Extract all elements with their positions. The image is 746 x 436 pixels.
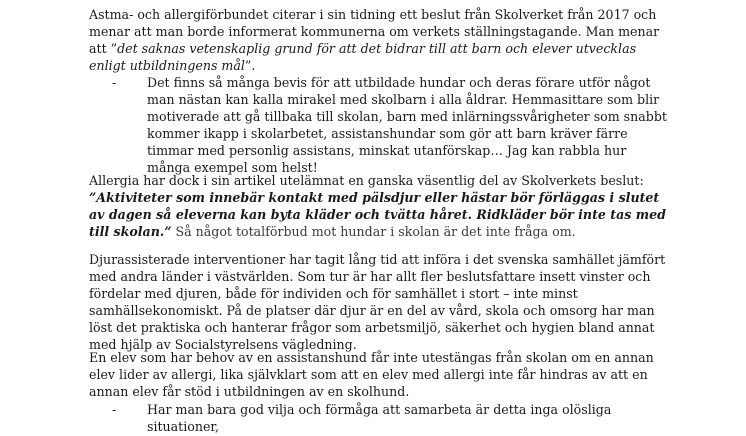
paragraph-skolverket-intro bbox=[89, 7, 669, 75]
allergia-tail-text: Så något totalförbud mot hundar i skolan är det inte fråga om. bbox=[171, 223, 576, 239]
intro-lead-text: Astma- och allergiförbundet citerar i sin tidning ett beslut från Skolverket från 2017 och menar att man borde informerat kommunerna om verkets ställningstagande. Man menar att ” bbox=[89, 7, 660, 56]
bullet-item-evidence bbox=[90, 75, 670, 176]
paragraph-animal-interventions: Djurassisterade interventioner har tagit lång tid att införa i det svenska samhället jämfört med andra länder i västvärlden. Som tur är har allt fler beslutsfattare insett vinster och fördelar med djuren, både för individen och för samhället i stort – inte minst samhällsekonomiskt. På de platser där djur är en del av vård, skola och omsorg har man löst det praktiska och hanterar frågor som arbetsmiljö, säkerhet och hygien bland annat med hjälp av Socialstyrelsens vägledning. bbox=[89, 252, 666, 352]
paragraph-assistance-dog-student: En elev som har behov av en assistanshund får inte utestängas från skolan om en annan elev lider av allergi, lika självklart som att en elev med allergi inte får hindras av att en annan elev får stöd i utbildningen av en skolhund. bbox=[89, 350, 654, 399]
intro-quote-text: det saknas vetenskaplig grund för att det bidrar till att barn och elever utvecklas enligt utbildningens mål bbox=[89, 40, 637, 73]
bullet-marker: - bbox=[112, 402, 117, 417]
bullet-marker: - bbox=[112, 75, 117, 90]
allergia-quote-text: ”Aktiviteter som innebär kontakt med pälsdjur eller hästar bör förläggas i slutet av dagen så eleverna kan byta kläder och tvätta håret. Ridkläder bör inte tas med till skolan.” bbox=[89, 189, 666, 239]
intro-tail-text: ”. bbox=[244, 57, 256, 73]
bullet-cooperation-text: Har man bara god vilja och förmåga att samarbeta är detta inga olösliga situationer, bbox=[147, 402, 612, 434]
paragraph-allergia bbox=[89, 173, 669, 241]
bullet-evidence-text: Det finns så många bevis för att utbildade hundar och deras förare utför något man nästan kan kalla mirakel med skolbarn i alla åldrar. Hemmasittare som blir motiverade att gå tillbaka till skolan, barn med inlärningssvårigheter som snabbt kommer ikapp i skolarbetet, assistanshundar som gör att barn kräver färre timmar med personlig assistans, minskat utanförskap… Jag kan rabbla hur många exempel som helst! bbox=[147, 75, 667, 175]
allergia-lead-text: Allergia har dock i sin artikel utelämnat en ganska väsentlig del av Skolverkets beslut: bbox=[89, 173, 644, 188]
